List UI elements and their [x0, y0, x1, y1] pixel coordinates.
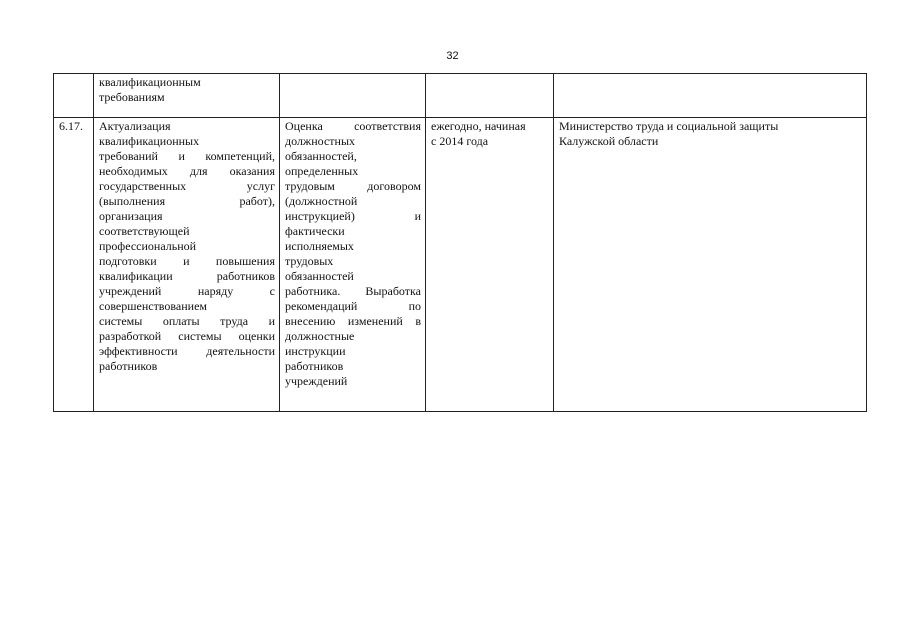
text-line: квалификационных — [99, 134, 200, 148]
text-line: организация — [99, 209, 163, 223]
cell-number — [54, 74, 94, 118]
text-line: учреждений — [285, 374, 348, 388]
cell-responsible — [554, 118, 867, 412]
text-line: разработкой системы оценки — [99, 329, 275, 343]
text-line: обязанностей, — [285, 149, 357, 163]
text-line: подготовки и повышения — [99, 254, 275, 268]
text-line: Министерство труда и социальной защиты — [559, 119, 779, 133]
text-line: совершенствованием — [99, 299, 207, 313]
cell-content — [280, 118, 426, 412]
text-line: работника. Выработка — [285, 284, 421, 298]
text-line: должностные — [285, 329, 355, 343]
text-line: системы оплаты труда и — [99, 314, 275, 328]
cell-deadline — [426, 118, 554, 412]
text-line: квалификации работников — [99, 269, 275, 283]
text-line: трудовых — [285, 254, 334, 268]
cell-number: 6.17. — [54, 118, 94, 412]
text-line: требованиям — [99, 90, 165, 104]
table-row-6-17 — [54, 118, 867, 412]
text-line: (выполнения работ), — [99, 194, 275, 208]
text-line: профессиональной — [99, 239, 197, 253]
text-line: инструкции — [285, 344, 346, 358]
text-line: внесению изменений в — [285, 314, 421, 328]
text-line: требований и компетенций, — [99, 149, 275, 163]
text-line: учреждений наряду с — [99, 284, 275, 298]
text-line: обязанностей — [285, 269, 354, 283]
text-line: инструкцией) и — [285, 209, 421, 223]
table-row-continuation — [54, 74, 867, 118]
text-line: Актуализация — [99, 119, 171, 133]
text-line: рекомендаций по — [285, 299, 421, 313]
cell-responsible — [554, 74, 867, 118]
text-line: эффективности деятельности — [99, 344, 275, 358]
text-line: государственных услуг — [99, 179, 275, 193]
text-line: фактически — [285, 224, 345, 238]
cell-measure — [94, 74, 280, 118]
text-line: ежегодно, начиная — [431, 119, 526, 133]
cell-measure — [94, 118, 280, 412]
text-line: определенных — [285, 164, 359, 178]
text-line: с 2014 года — [431, 134, 489, 148]
text-line: соответствующей — [99, 224, 190, 238]
cell-content — [280, 74, 426, 118]
text-line: исполняемых — [285, 239, 354, 253]
text-line: трудовым договором — [285, 179, 421, 193]
page-number: 32 — [446, 50, 459, 62]
cell-deadline — [426, 74, 554, 118]
text-line: (должностной — [285, 194, 358, 208]
measures-table — [53, 73, 867, 412]
text-line: должностных — [285, 134, 356, 148]
text-line: работников — [99, 359, 158, 373]
text-line: квалификационным — [99, 75, 201, 89]
text-line: работников — [285, 359, 344, 373]
text-line: Оценка соответствия — [285, 119, 421, 133]
text-line: Калужской области — [559, 134, 659, 148]
text-line: необходимых для оказания — [99, 164, 275, 178]
